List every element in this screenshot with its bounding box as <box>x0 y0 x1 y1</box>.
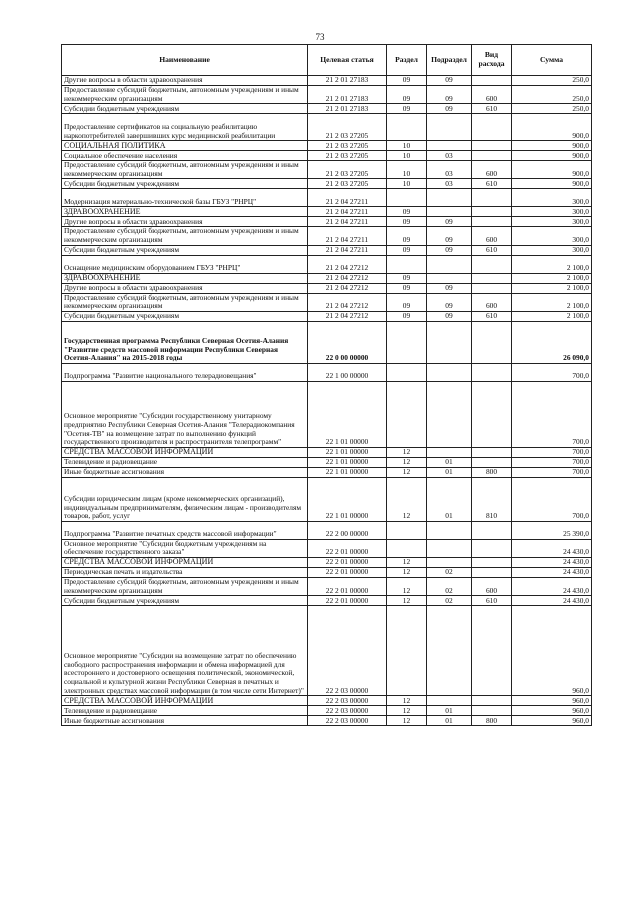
cell-expense-type: 610 <box>472 179 512 189</box>
cell-expense-type <box>472 539 512 557</box>
cell-target: 21 2 01 27183 <box>308 76 387 86</box>
table-row <box>62 217 592 227</box>
cell-target: 21 2 03 27205 <box>308 151 387 161</box>
cell-expense-type <box>472 706 512 716</box>
cell-name: Предоставление субсидий бюджетным, автономным учреждениям и иным некоммерческим организациям <box>62 86 308 104</box>
cell-expense-type: 600 <box>472 227 512 245</box>
cell-subsection: 03 <box>427 179 472 189</box>
cell-target: 21 2 04 27211 <box>308 227 387 245</box>
cell-name: Модернизация материально-технической базы ГБУЗ "РНРЦ" <box>62 189 308 207</box>
table-row <box>62 179 592 189</box>
cell-expense-type <box>472 151 512 161</box>
cell-subsection <box>427 189 472 207</box>
cell-sum: 900,0 <box>512 179 592 189</box>
cell-section: 09 <box>387 86 427 104</box>
table-row <box>62 311 592 321</box>
cell-expense-type <box>472 76 512 86</box>
table-row <box>62 255 592 273</box>
cell-name: СРЕДСТВА МАССОВОЙ ИНФОРМАЦИИ <box>62 696 308 706</box>
cell-expense-type: 600 <box>472 86 512 104</box>
header-expense-type: Вид расхода <box>472 45 512 76</box>
cell-section: 12 <box>387 596 427 606</box>
cell-section <box>387 539 427 557</box>
cell-name: Подпрограмма "Развитие печатных средств массовой информации" <box>62 521 308 539</box>
cell-section: 09 <box>387 293 427 311</box>
cell-target: 21 2 04 27212 <box>308 283 387 293</box>
cell-section: 09 <box>387 273 427 283</box>
cell-target: 22 2 01 00000 <box>308 567 387 577</box>
table-row <box>62 696 592 706</box>
cell-name: Субсидии бюджетным учреждениям <box>62 104 308 114</box>
cell-name: Предоставление субсидий бюджетным, автономным учреждениям и иным некоммерческим организациям <box>62 227 308 245</box>
cell-sum: 300,0 <box>512 189 592 207</box>
cell-name: Периодическая печать и издательства <box>62 567 308 577</box>
table-row <box>62 245 592 255</box>
cell-subsection: 01 <box>427 706 472 716</box>
cell-subsection <box>427 606 472 696</box>
cell-subsection: 02 <box>427 596 472 606</box>
cell-name: Оснащение медицинским оборудованием ГБУЗ "РНРЦ" <box>62 255 308 273</box>
cell-expense-type: 800 <box>472 716 512 726</box>
table-row <box>62 557 592 567</box>
cell-name: Основное мероприятие "Субсидии государственному унитарному предприятию Республики Северная Осетия-Алания "Телерадиокомпания "Осетия-ТВ" на возмещение затрат по выполнению функций государственного производителя и распространителя телепрограмм" <box>62 381 308 447</box>
cell-expense-type <box>472 521 512 539</box>
table-row <box>62 706 592 716</box>
cell-section: 09 <box>387 104 427 114</box>
cell-section: 09 <box>387 283 427 293</box>
cell-subsection <box>427 363 472 381</box>
cell-subsection: 02 <box>427 577 472 595</box>
page-number: 73 <box>315 32 325 42</box>
cell-expense-type <box>472 273 512 283</box>
cell-subsection <box>427 273 472 283</box>
cell-subsection <box>427 539 472 557</box>
cell-target: 22 1 01 00000 <box>308 447 387 457</box>
cell-section: 09 <box>387 227 427 245</box>
cell-section: 12 <box>387 716 427 726</box>
header-subsection: Подраздел <box>427 45 472 76</box>
cell-target: 22 1 01 00000 <box>308 457 387 467</box>
table-row <box>62 273 592 283</box>
header-sum: Сумма <box>512 45 592 76</box>
cell-sum: 24 430,0 <box>512 596 592 606</box>
cell-sum: 960,0 <box>512 716 592 726</box>
cell-expense-type <box>472 217 512 227</box>
cell-sum: 700,0 <box>512 457 592 467</box>
cell-sum: 24 430,0 <box>512 577 592 595</box>
table-row <box>62 539 592 557</box>
cell-subsection: 09 <box>427 245 472 255</box>
table-row <box>62 716 592 726</box>
cell-name: Основное мероприятие "Субсидии на возмещение затрат по обеспечению свободного распространения информации и обмена информацией для всестороннего и достоверного освещения политической, экономической, социальной и культурной жизни Республики Северная в печатных и электронных средствах массовой информации (в том числе сети Интернет)" <box>62 606 308 696</box>
header-section: Раздел <box>387 45 427 76</box>
table-row <box>62 606 592 696</box>
cell-sum: 700,0 <box>512 363 592 381</box>
cell-target: 22 2 03 00000 <box>308 696 387 706</box>
cell-name: Субсидии бюджетным учреждениям <box>62 179 308 189</box>
cell-target: 22 2 01 00000 <box>308 596 387 606</box>
cell-section: 09 <box>387 311 427 321</box>
cell-name: ЗДРАВООХРАНЕНИЕ <box>62 273 308 283</box>
table-row <box>62 283 592 293</box>
cell-name: Субсидии бюджетным учреждениям <box>62 311 308 321</box>
cell-target: 21 2 01 27183 <box>308 86 387 104</box>
cell-section: 12 <box>387 696 427 706</box>
cell-sum: 300,0 <box>512 245 592 255</box>
cell-name: Социальное обеспечение населения <box>62 151 308 161</box>
cell-expense-type <box>472 114 512 141</box>
cell-name: СРЕДСТВА МАССОВОЙ ИНФОРМАЦИИ <box>62 557 308 567</box>
cell-target: 21 2 04 27211 <box>308 245 387 255</box>
cell-expense-type: 600 <box>472 161 512 179</box>
cell-subsection: 01 <box>427 467 472 477</box>
budget-table <box>61 44 592 726</box>
table-row <box>62 457 592 467</box>
cell-name: Предоставление субсидий бюджетным, автономным учреждениям и иным некоммерческим организациям <box>62 577 308 595</box>
cell-subsection: 09 <box>427 311 472 321</box>
cell-subsection <box>427 381 472 447</box>
cell-expense-type: 610 <box>472 311 512 321</box>
cell-name: Основное мероприятие "Субсидии бюджетным учреждениям на обеспечение государственного заказа" <box>62 539 308 557</box>
cell-section: 09 <box>387 207 427 217</box>
cell-section: 09 <box>387 245 427 255</box>
cell-sum: 900,0 <box>512 114 592 141</box>
cell-section: 09 <box>387 76 427 86</box>
table-row <box>62 321 592 363</box>
cell-name: Другие вопросы в области здравоохранения <box>62 217 308 227</box>
cell-target: 21 2 01 27183 <box>308 104 387 114</box>
cell-sum: 960,0 <box>512 606 592 696</box>
cell-target: 21 2 04 27212 <box>308 293 387 311</box>
cell-section <box>387 363 427 381</box>
cell-expense-type <box>472 363 512 381</box>
cell-name: Предоставление субсидий бюджетным, автономным учреждениям и иным некоммерческим организациям <box>62 293 308 311</box>
cell-sum: 2 100,0 <box>512 293 592 311</box>
cell-expense-type <box>472 207 512 217</box>
cell-expense-type <box>472 606 512 696</box>
cell-section: 12 <box>387 477 427 521</box>
cell-section: 12 <box>387 447 427 457</box>
cell-subsection: 09 <box>427 217 472 227</box>
cell-target: 21 2 04 27212 <box>308 311 387 321</box>
cell-section: 10 <box>387 151 427 161</box>
cell-name: Субсидии бюджетным учреждениям <box>62 596 308 606</box>
cell-section: 10 <box>387 161 427 179</box>
cell-expense-type <box>472 381 512 447</box>
cell-subsection <box>427 321 472 363</box>
cell-name: Телевидение и радиовещание <box>62 457 308 467</box>
cell-sum: 700,0 <box>512 467 592 477</box>
cell-expense-type <box>472 283 512 293</box>
cell-sum: 250,0 <box>512 76 592 86</box>
cell-subsection: 03 <box>427 161 472 179</box>
cell-target: 21 2 03 27205 <box>308 141 387 151</box>
cell-expense-type <box>472 567 512 577</box>
cell-target: 22 2 01 00000 <box>308 539 387 557</box>
cell-target: 21 2 04 27211 <box>308 189 387 207</box>
cell-section: 12 <box>387 557 427 567</box>
cell-sum: 250,0 <box>512 86 592 104</box>
cell-sum: 2 100,0 <box>512 273 592 283</box>
cell-target: 22 2 01 00000 <box>308 557 387 567</box>
cell-sum: 700,0 <box>512 447 592 457</box>
cell-name: СРЕДСТВА МАССОВОЙ ИНФОРМАЦИИ <box>62 447 308 457</box>
cell-sum: 25 390,0 <box>512 521 592 539</box>
cell-target: 21 2 04 27211 <box>308 217 387 227</box>
cell-sum: 300,0 <box>512 207 592 217</box>
table-row <box>62 567 592 577</box>
header-name: Наименование <box>62 45 308 76</box>
table-row <box>62 596 592 606</box>
table-row <box>62 151 592 161</box>
header-target: Целевая статья <box>308 45 387 76</box>
cell-section <box>387 521 427 539</box>
cell-subsection: 09 <box>427 227 472 245</box>
table-row <box>62 363 592 381</box>
cell-target: 22 2 01 00000 <box>308 577 387 595</box>
cell-subsection: 09 <box>427 104 472 114</box>
cell-subsection: 09 <box>427 86 472 104</box>
cell-expense-type <box>472 141 512 151</box>
cell-sum: 700,0 <box>512 477 592 521</box>
cell-sum: 24 430,0 <box>512 539 592 557</box>
table-row <box>62 76 592 86</box>
table-row <box>62 477 592 521</box>
cell-sum: 960,0 <box>512 696 592 706</box>
cell-name: Предоставление сертификатов на социальную реабилитацию наркопотребителей завершивших курс медицинской реабилитации <box>62 114 308 141</box>
cell-sum: 900,0 <box>512 141 592 151</box>
cell-name: Государственная программа Республики Северная Осетия-Алания "Развитие средств массовой информации Республики Северная Осетия-Алания" на 2015-2018 годы <box>62 321 308 363</box>
cell-section: 12 <box>387 467 427 477</box>
table-row <box>62 467 592 477</box>
cell-target: 22 0 00 00000 <box>308 321 387 363</box>
table-row <box>62 227 592 245</box>
cell-subsection: 01 <box>427 716 472 726</box>
cell-name: Иные бюджетные ассигнования <box>62 716 308 726</box>
cell-target: 22 2 03 00000 <box>308 716 387 726</box>
cell-expense-type: 610 <box>472 104 512 114</box>
cell-sum: 26 090,0 <box>512 321 592 363</box>
cell-target: 21 2 03 27205 <box>308 161 387 179</box>
cell-expense-type <box>472 447 512 457</box>
table-row <box>62 104 592 114</box>
cell-expense-type: 610 <box>472 596 512 606</box>
table-row <box>62 114 592 141</box>
cell-name: Подпрограмма "Развитие национального телерадиовещания" <box>62 363 308 381</box>
cell-sum: 300,0 <box>512 227 592 245</box>
cell-section: 12 <box>387 457 427 467</box>
cell-subsection <box>427 114 472 141</box>
cell-subsection: 09 <box>427 293 472 311</box>
cell-sum: 900,0 <box>512 161 592 179</box>
cell-subsection: 01 <box>427 457 472 467</box>
cell-expense-type <box>472 189 512 207</box>
table-body <box>62 76 592 726</box>
cell-subsection: 01 <box>427 477 472 521</box>
cell-section: 10 <box>387 141 427 151</box>
cell-section <box>387 321 427 363</box>
cell-name: Другие вопросы в области здравоохранения <box>62 283 308 293</box>
table-row <box>62 161 592 179</box>
table-row <box>62 381 592 447</box>
table-row <box>62 447 592 457</box>
cell-target: 21 2 03 27205 <box>308 114 387 141</box>
table-row <box>62 141 592 151</box>
table-header-row <box>62 45 592 76</box>
cell-name: Предоставление субсидий бюджетным, автономным учреждениям и иным некоммерческим организациям <box>62 161 308 179</box>
cell-sum: 300,0 <box>512 217 592 227</box>
cell-expense-type <box>472 457 512 467</box>
cell-name: Другие вопросы в области здравоохранения <box>62 76 308 86</box>
cell-expense-type <box>472 255 512 273</box>
cell-section <box>387 381 427 447</box>
cell-target: 22 1 01 00000 <box>308 381 387 447</box>
cell-target: 22 2 03 00000 <box>308 706 387 716</box>
cell-subsection: 09 <box>427 283 472 293</box>
cell-subsection <box>427 696 472 706</box>
cell-subsection <box>427 207 472 217</box>
cell-section <box>387 114 427 141</box>
table-row <box>62 86 592 104</box>
cell-sum: 2 100,0 <box>512 311 592 321</box>
cell-target: 22 1 01 00000 <box>308 467 387 477</box>
cell-target: 22 1 00 00000 <box>308 363 387 381</box>
cell-sum: 250,0 <box>512 104 592 114</box>
cell-subsection: 03 <box>427 151 472 161</box>
cell-target: 21 2 03 27205 <box>308 179 387 189</box>
cell-sum: 960,0 <box>512 706 592 716</box>
table-row <box>62 293 592 311</box>
cell-sum: 24 430,0 <box>512 567 592 577</box>
cell-expense-type: 810 <box>472 477 512 521</box>
table-row <box>62 521 592 539</box>
cell-subsection: 09 <box>427 76 472 86</box>
cell-target: 21 2 04 27211 <box>308 207 387 217</box>
cell-section <box>387 189 427 207</box>
cell-subsection <box>427 521 472 539</box>
cell-sum: 2 100,0 <box>512 283 592 293</box>
cell-subsection <box>427 141 472 151</box>
cell-section: 12 <box>387 567 427 577</box>
cell-expense-type: 610 <box>472 245 512 255</box>
cell-expense-type: 600 <box>472 293 512 311</box>
cell-subsection <box>427 447 472 457</box>
table-row <box>62 577 592 595</box>
cell-target: 22 2 03 00000 <box>308 606 387 696</box>
cell-section: 09 <box>387 217 427 227</box>
cell-target: 22 2 00 00000 <box>308 521 387 539</box>
cell-target: 21 2 04 27212 <box>308 255 387 273</box>
cell-name: Субсидии бюджетным учреждениям <box>62 245 308 255</box>
table-row <box>62 189 592 207</box>
cell-sum: 24 430,0 <box>512 557 592 567</box>
cell-expense-type <box>472 557 512 567</box>
cell-sum: 2 100,0 <box>512 255 592 273</box>
cell-section: 10 <box>387 179 427 189</box>
cell-section <box>387 606 427 696</box>
cell-section <box>387 255 427 273</box>
cell-name: Субсидии юридическим лицам (кроме некоммерческих организаций), индивидуальным предпринимателям, физическим лицам - производителям товаров, работ, услуг <box>62 477 308 521</box>
cell-name: ЗДРАВООХРАНЕНИЕ <box>62 207 308 217</box>
cell-target: 21 2 04 27212 <box>308 273 387 283</box>
cell-name: СОЦИАЛЬНАЯ ПОЛИТИКА <box>62 141 308 151</box>
cell-sum: 700,0 <box>512 381 592 447</box>
cell-subsection <box>427 255 472 273</box>
cell-subsection <box>427 557 472 567</box>
cell-name: Иные бюджетные ассигнования <box>62 467 308 477</box>
cell-expense-type <box>472 321 512 363</box>
cell-expense-type <box>472 696 512 706</box>
cell-section: 12 <box>387 706 427 716</box>
cell-section: 12 <box>387 577 427 595</box>
cell-expense-type: 800 <box>472 467 512 477</box>
cell-target: 22 1 01 00000 <box>308 477 387 521</box>
cell-expense-type: 600 <box>472 577 512 595</box>
cell-name: Телевидение и радиовещание <box>62 706 308 716</box>
cell-subsection: 02 <box>427 567 472 577</box>
cell-sum: 900,0 <box>512 151 592 161</box>
table-row <box>62 207 592 217</box>
